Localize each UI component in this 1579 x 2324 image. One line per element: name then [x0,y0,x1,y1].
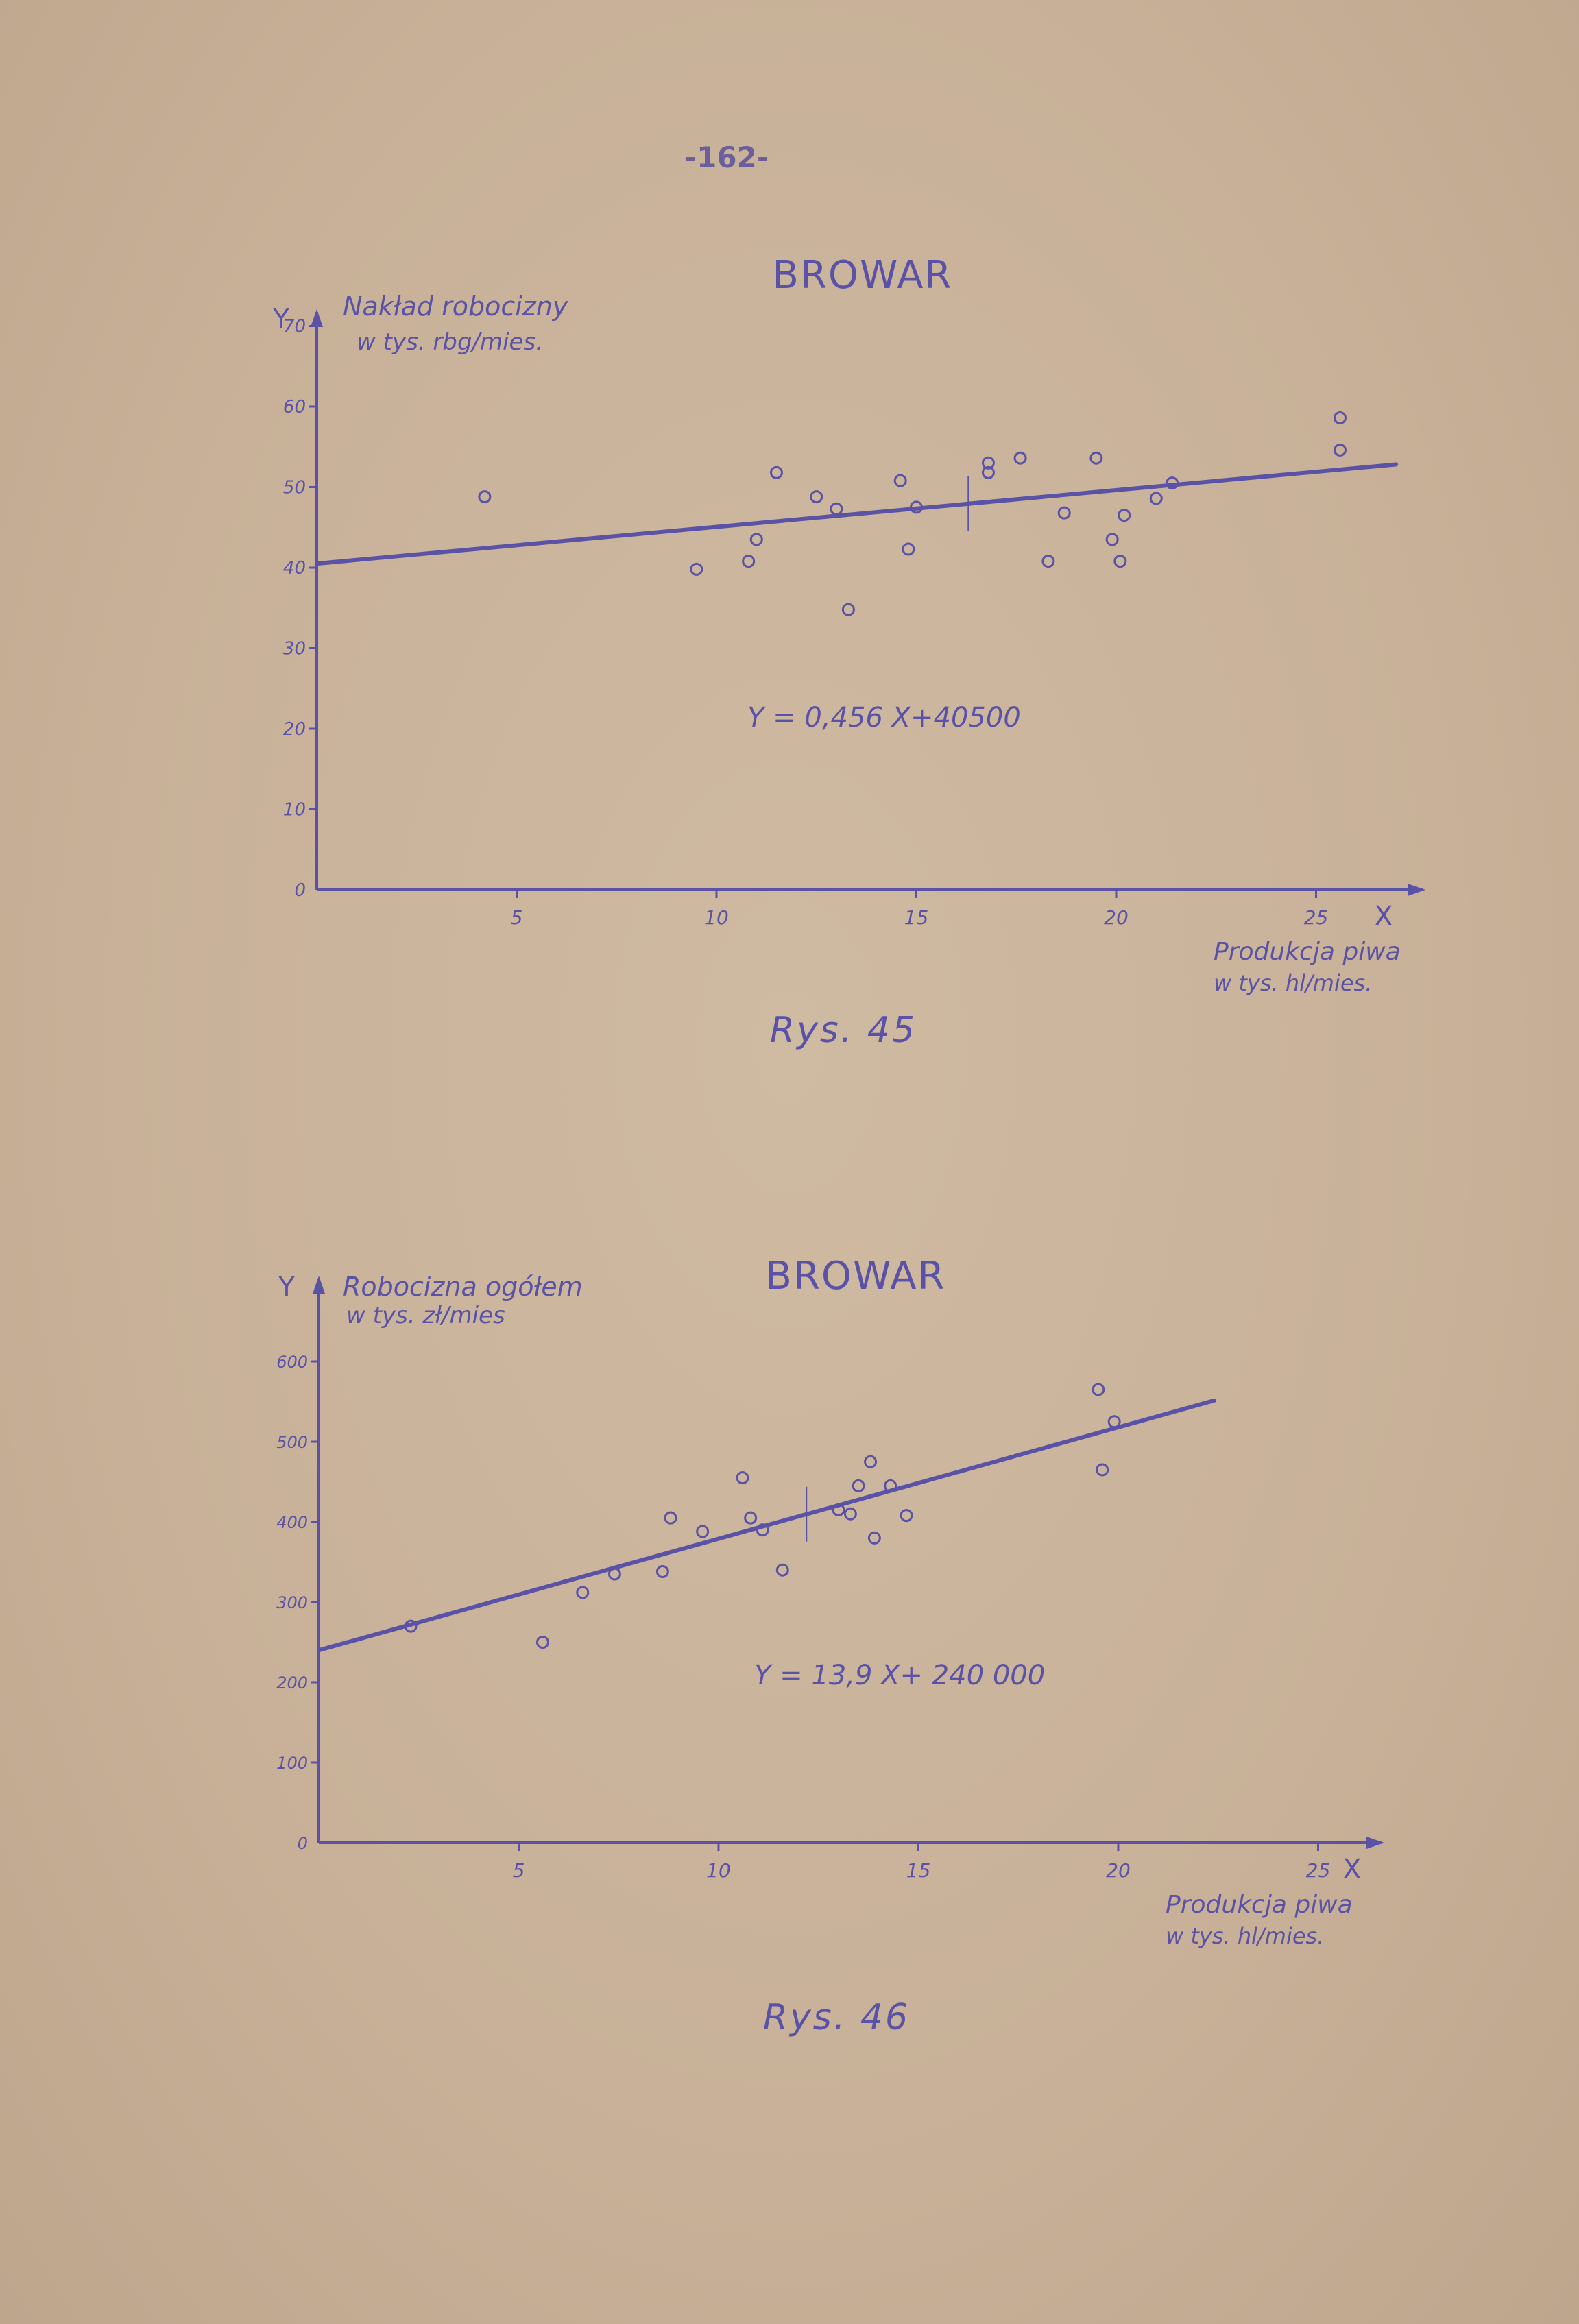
x-tick-label: 5 [510,906,523,929]
chart-rys-45 [0,247,1579,1090]
page-number: -162- [684,141,769,174]
data-point [697,1526,708,1537]
y-axis-label-line2: w tys. rbg/mies. [357,328,543,356]
y-tick-label: 30 [282,638,306,659]
y-tick-label: 0 [294,880,306,901]
data-point [853,1480,864,1491]
y-tick-label: 60 [282,397,306,417]
data-point [609,1569,620,1579]
y-tick-label: 50 [282,477,306,498]
x-tick-label: 25 [1305,1859,1331,1882]
y-axis-label-line2: w tys. zł/mies [346,1302,505,1329]
data-point [691,564,702,574]
x-tick-label: 20 [1104,906,1129,929]
data-point [657,1566,668,1577]
data-point [777,1564,788,1575]
regression-equation: Y = 0,456 X+40500 [747,702,1021,734]
y-tick-label: 200 [276,1673,308,1693]
y-axis-arrow-icon [313,1276,325,1294]
data-point [743,556,754,567]
data-point [865,1456,876,1467]
y-axis-symbol: Y [278,1272,295,1302]
x-tick-label: 15 [906,1859,931,1882]
data-point [1059,507,1070,518]
x-tick-label: 10 [704,906,729,929]
x-axis-symbol: X [1342,1854,1362,1885]
x-axis-label-line2: w tys. hl/mies. [1166,1923,1325,1949]
data-point [895,475,906,486]
data-point [771,467,782,478]
y-axis-label-line1: Robocizna ogółem [343,1272,583,1302]
data-point [665,1512,676,1523]
data-point [1334,412,1345,423]
y-tick-label: 600 [276,1353,308,1372]
y-tick-label: 10 [282,799,306,821]
y-axis-arrow-icon [311,309,323,327]
x-tick-label: 25 [1303,906,1329,929]
chart-title: BROWAR [765,1254,946,1298]
chart-rys-46 [0,1227,1579,2070]
y-tick-label: 0 [297,1834,308,1853]
x-axis-label-line1: Produkcja piwa [1214,938,1401,966]
y-tick-label: 70 [282,316,306,337]
regression-line [317,464,1396,564]
y-tick-label: 400 [276,1513,308,1532]
data-point [1093,1384,1104,1395]
x-tick-label: 5 [512,1859,525,1882]
data-point [903,544,914,555]
data-point [1097,1464,1108,1475]
figure-caption: Rys. 46 [762,1997,911,2038]
data-point [1150,493,1161,504]
data-point [737,1473,748,1484]
data-point [1119,510,1130,521]
x-tick-label: 20 [1106,1859,1131,1882]
y-tick-label: 300 [276,1593,308,1612]
data-point [1091,452,1102,463]
data-point [537,1637,548,1648]
x-axis-symbol: X [1374,901,1393,932]
data-point [1109,1416,1120,1427]
y-tick-label: 100 [276,1754,308,1773]
chart-title: BROWAR [772,253,953,298]
data-point [843,604,854,615]
x-axis-arrow-icon [1366,1837,1384,1849]
data-point [577,1587,588,1598]
x-axis-label-line2: w tys. hl/mies. [1214,970,1373,996]
x-axis-label-line1: Produkcja piwa [1166,1891,1353,1919]
data-point [901,1510,912,1521]
data-point [1115,556,1126,567]
y-tick-label: 20 [282,719,306,740]
data-point [811,492,822,503]
data-point [1015,452,1026,463]
regression-equation: Y = 13,9 X+ 240 000 [754,1660,1046,1691]
y-axis-label-line1: Nakład robocizny [343,291,568,322]
data-point [751,534,762,545]
data-point [479,492,490,503]
x-tick-label: 15 [904,906,929,929]
data-point [745,1512,756,1523]
y-axis-symbol: Y [273,304,289,334]
data-point [831,503,842,514]
data-point [869,1532,880,1543]
data-point [1043,556,1054,567]
data-point [1107,534,1118,545]
x-tick-label: 10 [706,1859,731,1882]
figure-caption: Rys. 45 [769,1010,917,1051]
data-point [1334,444,1345,455]
x-axis-arrow-icon [1408,884,1425,896]
data-point [845,1508,856,1519]
y-tick-label: 500 [276,1433,308,1452]
y-tick-label: 40 [282,558,306,579]
